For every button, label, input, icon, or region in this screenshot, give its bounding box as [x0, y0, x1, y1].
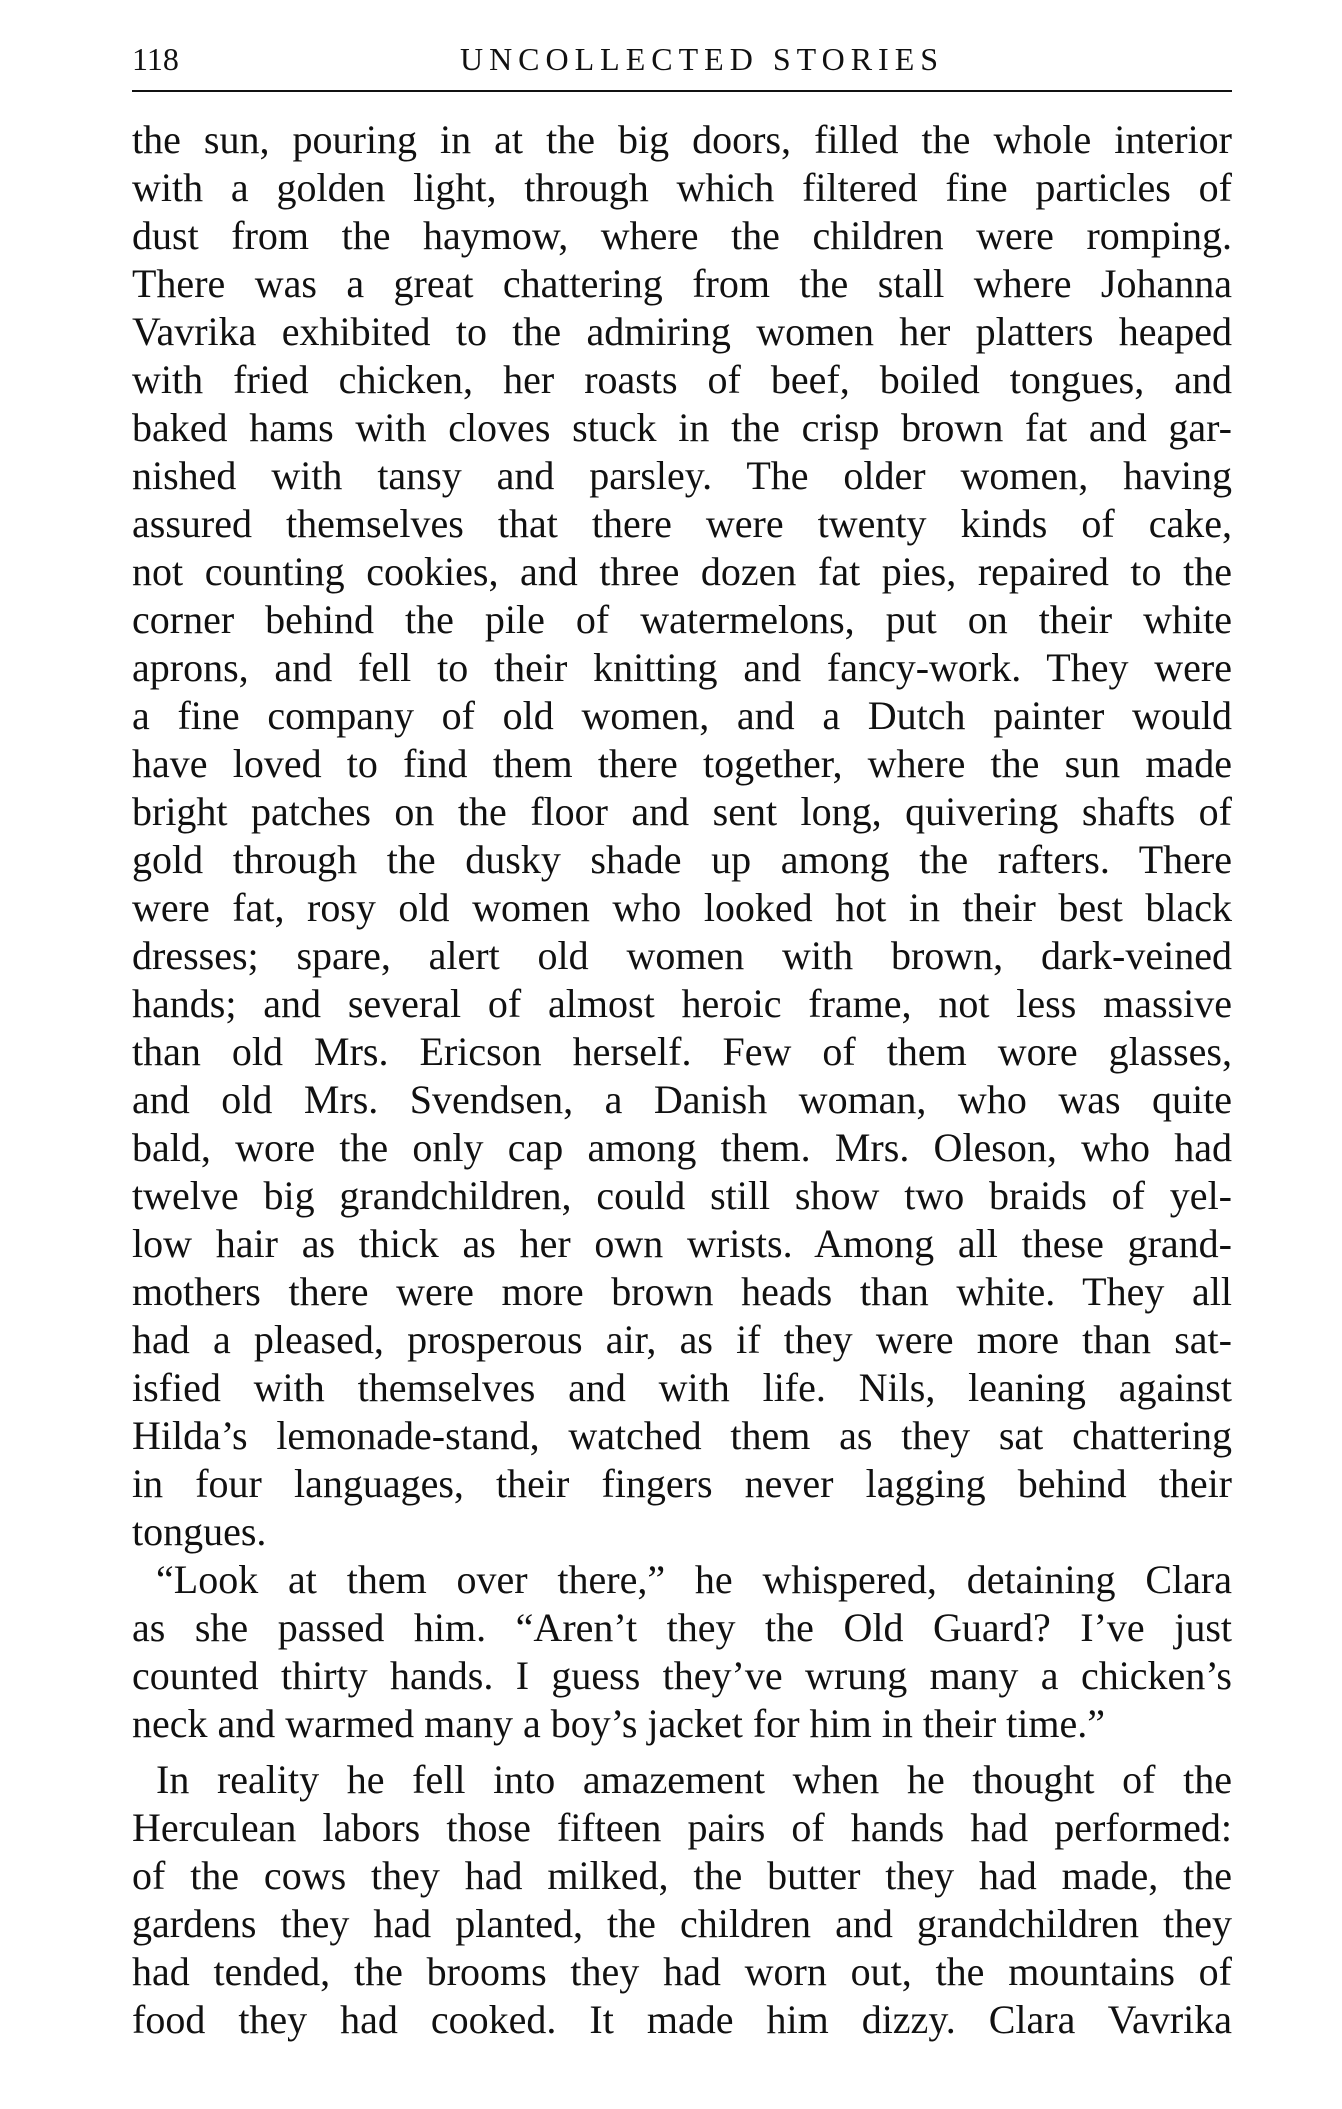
text-line: gardens they had planted, the children and grandchildren they — [132, 1901, 1232, 1946]
text-line: food they had cooked. It made him dizzy. Clara Vavrika — [132, 1997, 1232, 2042]
text-line: and old Mrs. Svendsen, a Danish woman, who was quite — [132, 1077, 1232, 1122]
book-page — [132, 34, 1232, 2044]
text-line: dust from the haymow, where the children were romping. — [132, 213, 1232, 258]
text-line: have loved to find them there together, where the sun made — [132, 741, 1232, 786]
paragraph-3 — [132, 1756, 1232, 2044]
text-line: the sun, pouring in at the big doors, filled the whole interior — [132, 117, 1232, 162]
text-line: assured themselves that there were twenty kinds of cake, — [132, 501, 1232, 546]
page-number: 118 — [132, 41, 179, 77]
text-line: mothers there were more brown heads than white. They all — [132, 1269, 1232, 1314]
text-line: had tended, the brooms they had worn out, the mountains of — [132, 1949, 1232, 1994]
text-line: as she passed him. “Aren’t they the Old Guard? I’ve just — [132, 1605, 1232, 1650]
text-line: neck and warmed many a boy’s jacket for him in their time.” — [132, 1701, 1106, 1746]
text-line: not counting cookies, and three dozen fat pies, repaired to the — [132, 549, 1232, 594]
text-line: “Look at them over there,” he whispered, detaining Clara — [156, 1557, 1232, 1602]
text-line: tongues. — [132, 1509, 267, 1554]
text-line: In reality he fell into amazement when he thought of the — [156, 1757, 1232, 1802]
text-line: gold through the dusky shade up among the rafters. There — [132, 837, 1232, 882]
text-line: hands; and several of almost heroic frame, not less massive — [132, 981, 1232, 1026]
text-line: with a golden light, through which filtered fine particles of — [132, 165, 1232, 210]
text-line: than old Mrs. Ericson herself. Few of them wore glasses, — [132, 1029, 1232, 1074]
text-line: corner behind the pile of watermelons, put on their white — [132, 597, 1232, 642]
text-line: Vavrika exhibited to the admiring women her platters heaped — [132, 309, 1232, 354]
text-line: bright patches on the floor and sent long, quivering shafts of — [132, 789, 1232, 834]
text-line: in four languages, their fingers never lagging behind their — [132, 1461, 1232, 1506]
paragraph-gap — [132, 1748, 1232, 1756]
text-line: bald, wore the only cap among them. Mrs. Oleson, who had — [132, 1125, 1232, 1170]
running-title: UNCOLLECTED STORIES — [459, 41, 945, 77]
text-line: There was a great chattering from the stall where Johanna — [132, 261, 1232, 306]
paragraph-1 — [132, 116, 1232, 1556]
text-line: baked hams with cloves stuck in the crisp brown fat and gar- — [132, 405, 1232, 450]
text-line: with fried chicken, her roasts of beef, boiled tongues, and — [132, 357, 1232, 402]
body-text — [132, 116, 1232, 2044]
text-line: Hilda’s lemonade-stand, watched them as they sat chattering — [132, 1413, 1232, 1458]
header-rule — [132, 90, 1232, 92]
text-line: counted thirty hands. I guess they’ve wrung many a chicken’s — [132, 1653, 1232, 1698]
running-head — [132, 34, 1232, 84]
text-line: were fat, rosy old women who looked hot in their best black — [132, 885, 1232, 930]
text-line: a fine company of old women, and a Dutch painter would — [132, 693, 1232, 738]
text-line: had a pleased, prosperous air, as if they were more than sat- — [132, 1317, 1232, 1362]
text-line: dresses; spare, alert old women with brown, dark-veined — [132, 933, 1232, 978]
text-line: twelve big grandchildren, could still show two braids of yel- — [132, 1173, 1232, 1218]
text-line: of the cows they had milked, the butter they had made, the — [132, 1853, 1232, 1898]
paragraph-2 — [132, 1556, 1232, 1748]
text-line: low hair as thick as her own wrists. Among all these grand- — [132, 1221, 1232, 1266]
text-line: aprons, and fell to their knitting and fancy-work. They were — [132, 645, 1232, 690]
text-line: nished with tansy and parsley. The older women, having — [132, 453, 1232, 498]
text-line: isfied with themselves and with life. Nils, leaning against — [132, 1365, 1232, 1410]
text-line: Herculean labors those fifteen pairs of hands had performed: — [132, 1805, 1232, 1850]
